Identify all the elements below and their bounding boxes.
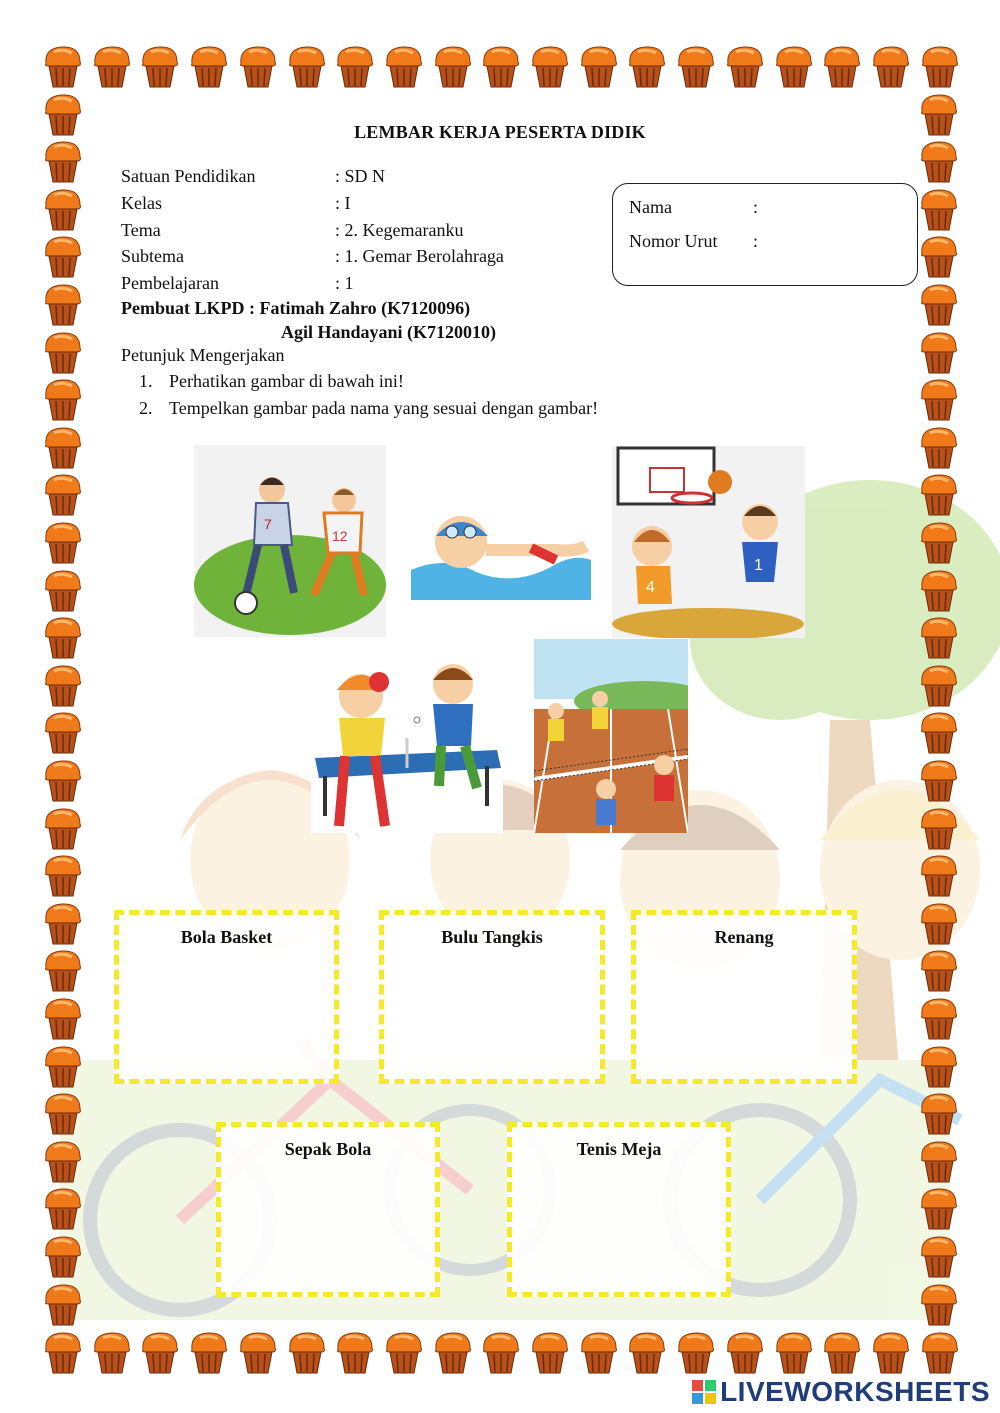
muffin-icon [918, 1186, 960, 1230]
brand-text: LIVEWORKSHEETS [720, 1376, 990, 1407]
muffin-icon [918, 1282, 960, 1326]
info-label: Satuan Pendidikan [121, 166, 256, 186]
svg-text:12: 12 [332, 528, 348, 544]
muffin-icon [626, 44, 668, 88]
muffin-icon [42, 234, 84, 278]
muffin-icon [918, 520, 960, 564]
info-label: Tema [121, 220, 161, 240]
instruction-number: 2. [139, 398, 153, 418]
number-field[interactable] [629, 231, 759, 252]
muffin-icon [918, 901, 960, 945]
muffin-icon [578, 44, 620, 88]
muffin-icon [918, 282, 960, 326]
muffin-icon [334, 44, 376, 88]
info-value: : 1 [335, 273, 354, 293]
drop-zone-label: Sepak Bola [284, 1139, 372, 1159]
name-field[interactable] [629, 197, 759, 218]
muffin-icon [334, 1330, 376, 1374]
muffin-icon [918, 1044, 960, 1088]
instruction-text: Perhatikan gambar di bawah ini! [169, 371, 404, 391]
muffin-icon [918, 710, 960, 754]
svg-text:4: 4 [646, 579, 655, 596]
instruction-text: Tempelkan gambar pada nama yang sesuai dengan gambar! [169, 398, 599, 418]
drop-zone-bulu-tangkis[interactable] [379, 910, 605, 1084]
drop-zone-label: Renang [714, 927, 774, 947]
muffin-icon [626, 1330, 668, 1374]
muffin-icon [42, 44, 84, 88]
muffin-icon [918, 330, 960, 374]
info-label: Kelas [121, 193, 162, 213]
muffin-icon [42, 948, 84, 992]
muffin-icon [724, 1330, 766, 1374]
muffin-icon [42, 710, 84, 754]
muffin-icon [42, 187, 84, 231]
muffin-icon [918, 615, 960, 659]
muffin-icon [870, 44, 912, 88]
muffin-icon [91, 44, 133, 88]
muffin-icon [918, 1139, 960, 1183]
muffin-icon [773, 44, 815, 88]
muffin-icon [91, 1330, 133, 1374]
muffin-icon [918, 1234, 960, 1278]
muffin-icon [918, 234, 960, 278]
table-tennis-players-icon [311, 656, 503, 833]
table-tennis-picture[interactable] [311, 656, 503, 833]
badminton-players-icon [534, 639, 688, 833]
muffin-icon [139, 44, 181, 88]
muffin-icon [42, 520, 84, 564]
svg-text:1: 1 [754, 557, 763, 574]
drop-zone-label: Bola Basket [180, 927, 273, 947]
soccer-players-icon [194, 445, 386, 637]
muffin-icon [42, 758, 84, 802]
muffin-icon [918, 1091, 960, 1135]
muffin-icon [139, 1330, 181, 1374]
badminton-picture[interactable] [534, 639, 688, 833]
drop-zone-label: Tenis Meja [576, 1139, 662, 1159]
info-value: : 1. Gemar Berolahraga [335, 246, 504, 266]
muffin-icon [918, 948, 960, 992]
muffin-icon [529, 1330, 571, 1374]
info-label: Subtema [121, 246, 184, 266]
muffin-icon [918, 187, 960, 231]
name-colon: : [753, 197, 759, 217]
muffin-icon [42, 996, 84, 1040]
muffin-icon [432, 1330, 474, 1374]
muffin-icon [237, 44, 279, 88]
muffin-icon [918, 377, 960, 421]
worksheet-title: LEMBAR KERJA PESERTA DIDIK [354, 122, 646, 142]
soccer-picture[interactable] [194, 445, 386, 637]
muffin-icon [870, 1330, 912, 1374]
info-value: : 2. Kegemaranku [335, 220, 464, 240]
muffin-icon [918, 806, 960, 850]
drop-zone-sepak-bola[interactable] [216, 1122, 440, 1297]
info-value: : SD N [335, 166, 386, 186]
drop-zone-tenis-meja[interactable] [507, 1122, 731, 1297]
author-line-1: Pembuat LKPD : Fatimah Zahro (K7120096) [121, 298, 471, 318]
instructions-heading: Petunjuk Mengerjakan [121, 345, 285, 365]
muffin-icon [42, 282, 84, 326]
muffin-icon [383, 1330, 425, 1374]
muffin-icon [821, 1330, 863, 1374]
muffin-icon [188, 1330, 230, 1374]
muffin-icon [42, 330, 84, 374]
muffin-icon [918, 425, 960, 469]
muffin-icon [675, 1330, 717, 1374]
muffin-icon [42, 806, 84, 850]
drop-zone-label: Bulu Tangkis [441, 927, 543, 947]
muffin-icon [42, 1330, 84, 1374]
drop-zone-bola-basket[interactable] [114, 910, 339, 1084]
swimming-picture[interactable] [406, 500, 596, 610]
svg-text:7: 7 [264, 516, 272, 532]
muffin-icon [918, 996, 960, 1040]
muffin-icon [919, 1330, 961, 1374]
muffin-icon [918, 663, 960, 707]
muffin-icon [918, 568, 960, 612]
muffin-icon [42, 1139, 84, 1183]
drop-zone-renang[interactable] [631, 910, 857, 1084]
muffin-icon [42, 377, 84, 421]
instruction-number: 1. [139, 371, 153, 391]
muffin-icon [42, 425, 84, 469]
liveworksheets-logo-icon [692, 1380, 716, 1404]
muffin-icon [724, 44, 766, 88]
basketball-players-icon [612, 446, 805, 638]
basketball-picture[interactable] [612, 446, 805, 638]
muffin-icon [42, 1044, 84, 1088]
muffin-icon [286, 44, 328, 88]
muffin-icon [42, 615, 84, 659]
liveworksheets-brand [692, 1375, 990, 1409]
muffin-icon [383, 44, 425, 88]
muffin-icon [480, 1330, 522, 1374]
muffin-icon [529, 44, 571, 88]
muffin-icon [918, 758, 960, 802]
muffin-icon [42, 663, 84, 707]
muffin-icon [919, 44, 961, 88]
muffin-icon [188, 44, 230, 88]
swimmer-icon [406, 500, 596, 610]
muffin-icon [42, 1234, 84, 1278]
muffin-icon [821, 44, 863, 88]
number-colon: : [753, 231, 759, 251]
muffin-icon [773, 1330, 815, 1374]
muffin-icon [480, 44, 522, 88]
info-label: Pembelajaran [121, 273, 219, 293]
muffin-icon [42, 1186, 84, 1230]
name-label: Nama [629, 197, 672, 217]
muffin-icon [42, 1091, 84, 1135]
student-info-box [612, 183, 918, 286]
muffin-icon [42, 472, 84, 516]
muffin-icon [675, 44, 717, 88]
muffin-icon [432, 44, 474, 88]
number-label: Nomor Urut [629, 231, 718, 251]
muffin-icon [578, 1330, 620, 1374]
muffin-icon [286, 1330, 328, 1374]
muffin-icon [42, 853, 84, 897]
muffin-icon [42, 1282, 84, 1326]
author-line-2: Agil Handayani (K7120010) [281, 322, 497, 342]
muffin-icon [42, 568, 84, 612]
muffin-icon [237, 1330, 279, 1374]
info-value: : I [335, 193, 351, 213]
muffin-icon [918, 853, 960, 897]
muffin-icon [42, 901, 84, 945]
muffin-icon [42, 139, 84, 183]
muffin-icon [918, 472, 960, 516]
muffin-icon [918, 139, 960, 183]
